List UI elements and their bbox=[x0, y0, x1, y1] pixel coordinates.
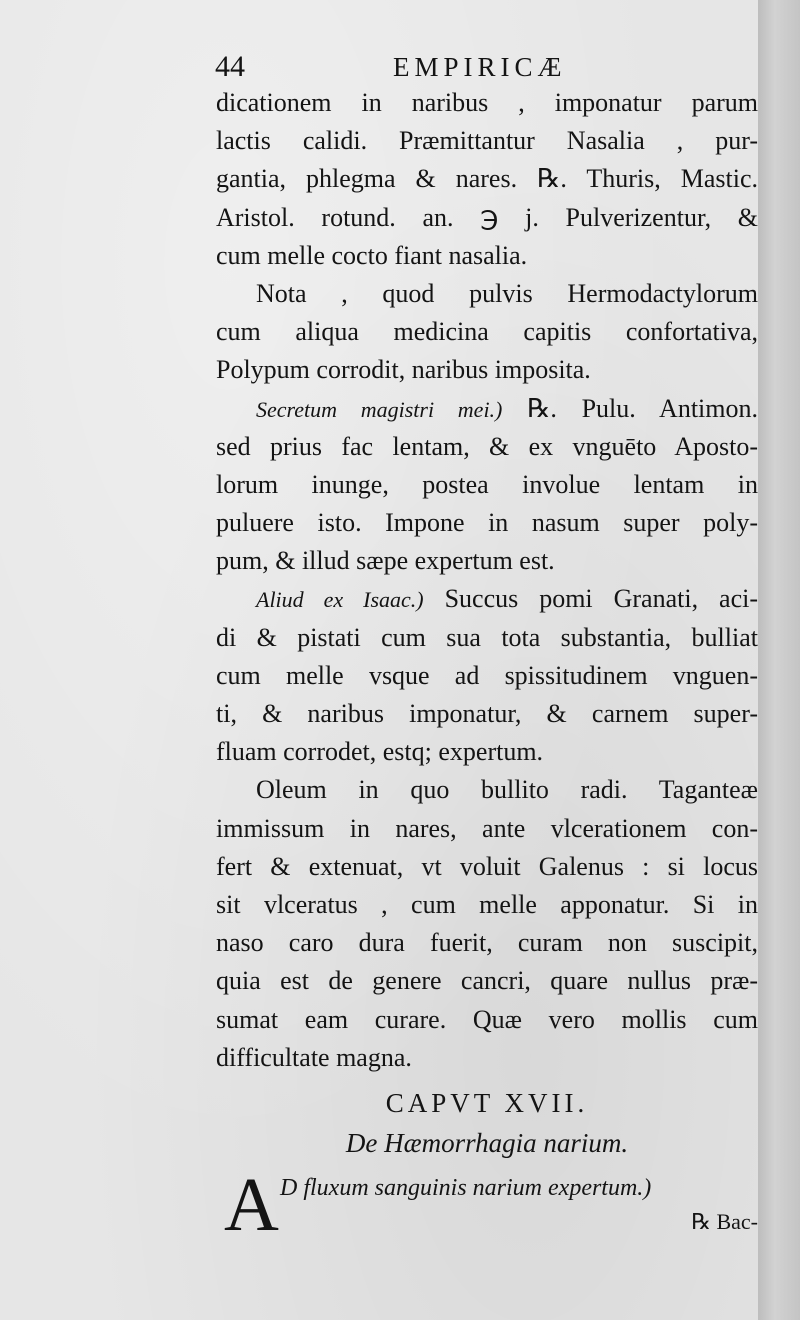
text-line: sumat eam curare. Quæ vero mollis cum bbox=[216, 1004, 758, 1034]
text-line: lorum inunge, postea involue lentam in bbox=[216, 469, 758, 499]
text-line: immissum in nares, ante vlcerationem con- bbox=[216, 813, 758, 843]
text-line: sit vlceratus , cum melle apponatur. Si in bbox=[216, 889, 758, 919]
page-edge-strip bbox=[758, 0, 800, 1320]
text-line: naso caro dura fuerit, curam non suscipit, bbox=[216, 928, 758, 958]
text-line: ti, & naribus imponatur, & carnem super- bbox=[216, 699, 758, 728]
rubric-line bbox=[216, 390, 758, 428]
text-line: quia est de genere cancri, quare nullus præ- bbox=[216, 966, 758, 996]
text-line: cum melle vsque ad spissitudinem vnguen- bbox=[216, 660, 758, 690]
text-line: fluam corrodet, estq; expertum. bbox=[216, 737, 544, 767]
drop-cap: A bbox=[224, 1162, 279, 1247]
running-title: EMPIRICÆ bbox=[393, 52, 567, 82]
body-text bbox=[216, 84, 758, 1249]
text-line: fert & extenuat, vt voluit Galenus : si locus bbox=[216, 851, 758, 881]
text-fragment: Succus pomi Granati, aci- bbox=[444, 584, 758, 614]
text-line: Oleum in quo bullito radi. Taganteæ bbox=[256, 775, 758, 805]
text-line: Polypum corrodit, naribus imposita. bbox=[216, 355, 591, 385]
text-line: dicationem in naribus , imponatur parum bbox=[216, 88, 758, 117]
chapter-title: CAPVT XVII. bbox=[385, 1087, 589, 1118]
rubric-line bbox=[216, 580, 758, 618]
text-line: cum aliqua medicina capitis confortativa, bbox=[216, 317, 758, 347]
text-line: gantia, phlegma & nares. ℞. Thuris, Mastic. bbox=[216, 164, 758, 194]
chapter-subtitle: De Hæmorrhagia narium. bbox=[345, 1127, 629, 1158]
text-line: pum, & illud sæpe expertum est. bbox=[216, 546, 555, 576]
chapter-first-line: D fluxum sanguinis narium expertum.) bbox=[280, 1174, 652, 1201]
text-line: di & pistati cum sua tota substantia, bulliat bbox=[216, 622, 758, 652]
text-line: lactis calidi. Præmittantur Nasalia , pur- bbox=[216, 126, 758, 156]
text-fragment: ℞. Pulu. Antimon. bbox=[527, 393, 758, 423]
rubric: Aliud ex Isaac.) bbox=[256, 587, 424, 613]
chapter-opening bbox=[216, 1162, 758, 1249]
catchword: ℞ Bac- bbox=[691, 1208, 758, 1234]
text-line: sed prius fac lentam, & ex vnguēto Aposto- bbox=[216, 431, 758, 461]
text-line: cum melle cocto fiant nasalia. bbox=[216, 240, 528, 270]
text-line: Nota , quod pulvis Hermodactylorum bbox=[256, 278, 758, 308]
text-line: difficultate magna. bbox=[216, 1042, 412, 1072]
text-line: puluere isto. Impone in nasum super poly- bbox=[216, 508, 758, 538]
text-line: Aristol. rotund. an. ℈ j. Pulverizentur, & bbox=[216, 202, 758, 232]
page-number: 44 bbox=[215, 50, 245, 83]
rubric: Secretum magistri mei.) bbox=[256, 396, 503, 422]
